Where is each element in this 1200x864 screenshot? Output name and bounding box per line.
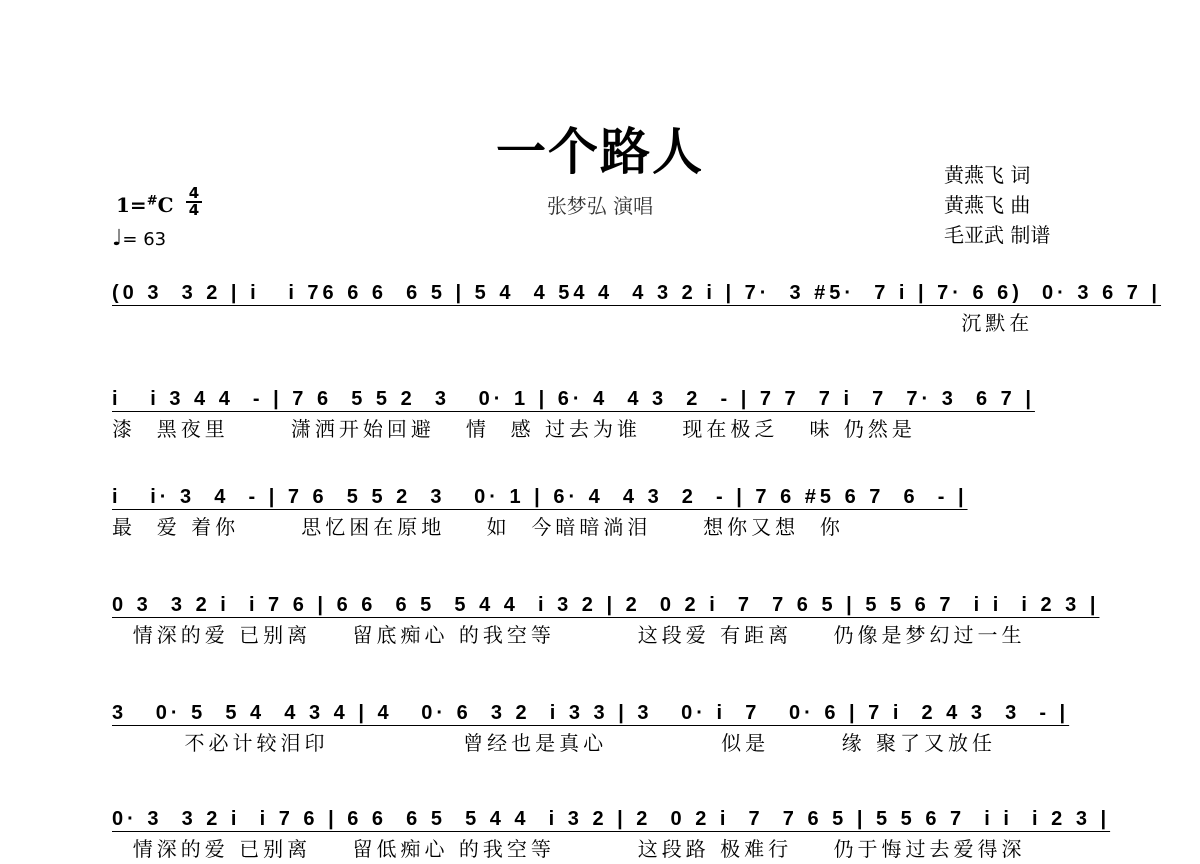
time-signature-bottom: 4 bbox=[188, 201, 200, 219]
quarter-note-icon: ♩ bbox=[112, 226, 123, 251]
score-line-6 bbox=[112, 804, 1111, 864]
arranger-credit: 毛亚武 制谱 bbox=[944, 223, 1051, 247]
song-title: 一个路人 bbox=[496, 122, 704, 181]
lyric-row: 情深的爱 已别离 留低痴心 的我空等 这段路 极难行 仍于悔过去爱得深 bbox=[112, 837, 1026, 861]
score-line-1 bbox=[112, 278, 1162, 338]
key-signature: 1=#C bbox=[116, 193, 174, 217]
composer-credit: 黄燕飞 曲 bbox=[944, 193, 1031, 217]
notation-row: (0 3 3 2 | i i 76 6 6 6 5 | 5 4 4 54 4 4 3 2 i | 7· 3 #5· 7 i | 7· 6 6) 0· 3 6 7 | bbox=[112, 282, 1162, 304]
score-line-3 bbox=[112, 482, 1092, 542]
lyricist-credit: 黄燕飞 词 bbox=[944, 163, 1031, 187]
tempo-marking: ♩= 63 bbox=[112, 226, 167, 251]
credits-block bbox=[944, 160, 1050, 250]
score-line-2 bbox=[112, 384, 1092, 444]
singer-credit: 张梦弘 演唱 bbox=[546, 194, 654, 218]
score-line-4 bbox=[112, 590, 1100, 650]
notation-row: i i· 3 4 - | 7 6 5 5 2 3 0· 1 | 6· 4 4 3 2 - | 7 6 #5 6 7 6 - | bbox=[112, 486, 968, 508]
score-line-5 bbox=[112, 698, 1092, 758]
notation-row: 0· 3 3 2 i i 7 6 | 6 6 6 5 5 4 4 i 3 2 | 2 0 2 i 7 7 6 5 | 5 5 6 7 i i i 2 3 | bbox=[112, 808, 1111, 830]
time-signature-top: 4 bbox=[188, 184, 200, 202]
notation-row: 0 3 3 2 i i 7 6 | 6 6 6 5 5 4 4 i 3 2 | 2 0 2 i 7 7 6 5 | 5 5 6 7 i i i 2 3 | bbox=[112, 594, 1100, 616]
lyric-row: 不必计较泪印 曾经也是真心 似是 缘 聚了又放任 bbox=[112, 731, 996, 755]
lyric-row: 漆 黑夜里 潇洒开始回避 情 感 过去为谁 现在极乏 味 仍然是 bbox=[112, 417, 916, 441]
notation-row: 3 0· 5 5 4 4 3 4 | 4 0· 6 3 2 i 3 3 | 3 0· i 7 0· 6 | 7 i 2 4 3 3 - | bbox=[112, 702, 1070, 724]
lyric-row: 最 爱 着你 思忆困在原地 如 今暗暗淌泪 想你又想 你 bbox=[112, 515, 844, 539]
lyric-row: 沉默在 bbox=[112, 311, 1034, 335]
time-signature bbox=[186, 186, 202, 218]
notation-row: i i 3 4 4 - | 7 6 5 5 2 3 0· 1 | 6· 4 4 3 2 - | 7 7 7 i 7 7· 3 6 7 | bbox=[112, 388, 1035, 410]
lyric-row: 情深的爱 已别离 留底痴心 的我空等 这段爱 有距离 仍像是梦幻过一生 bbox=[112, 623, 1026, 647]
